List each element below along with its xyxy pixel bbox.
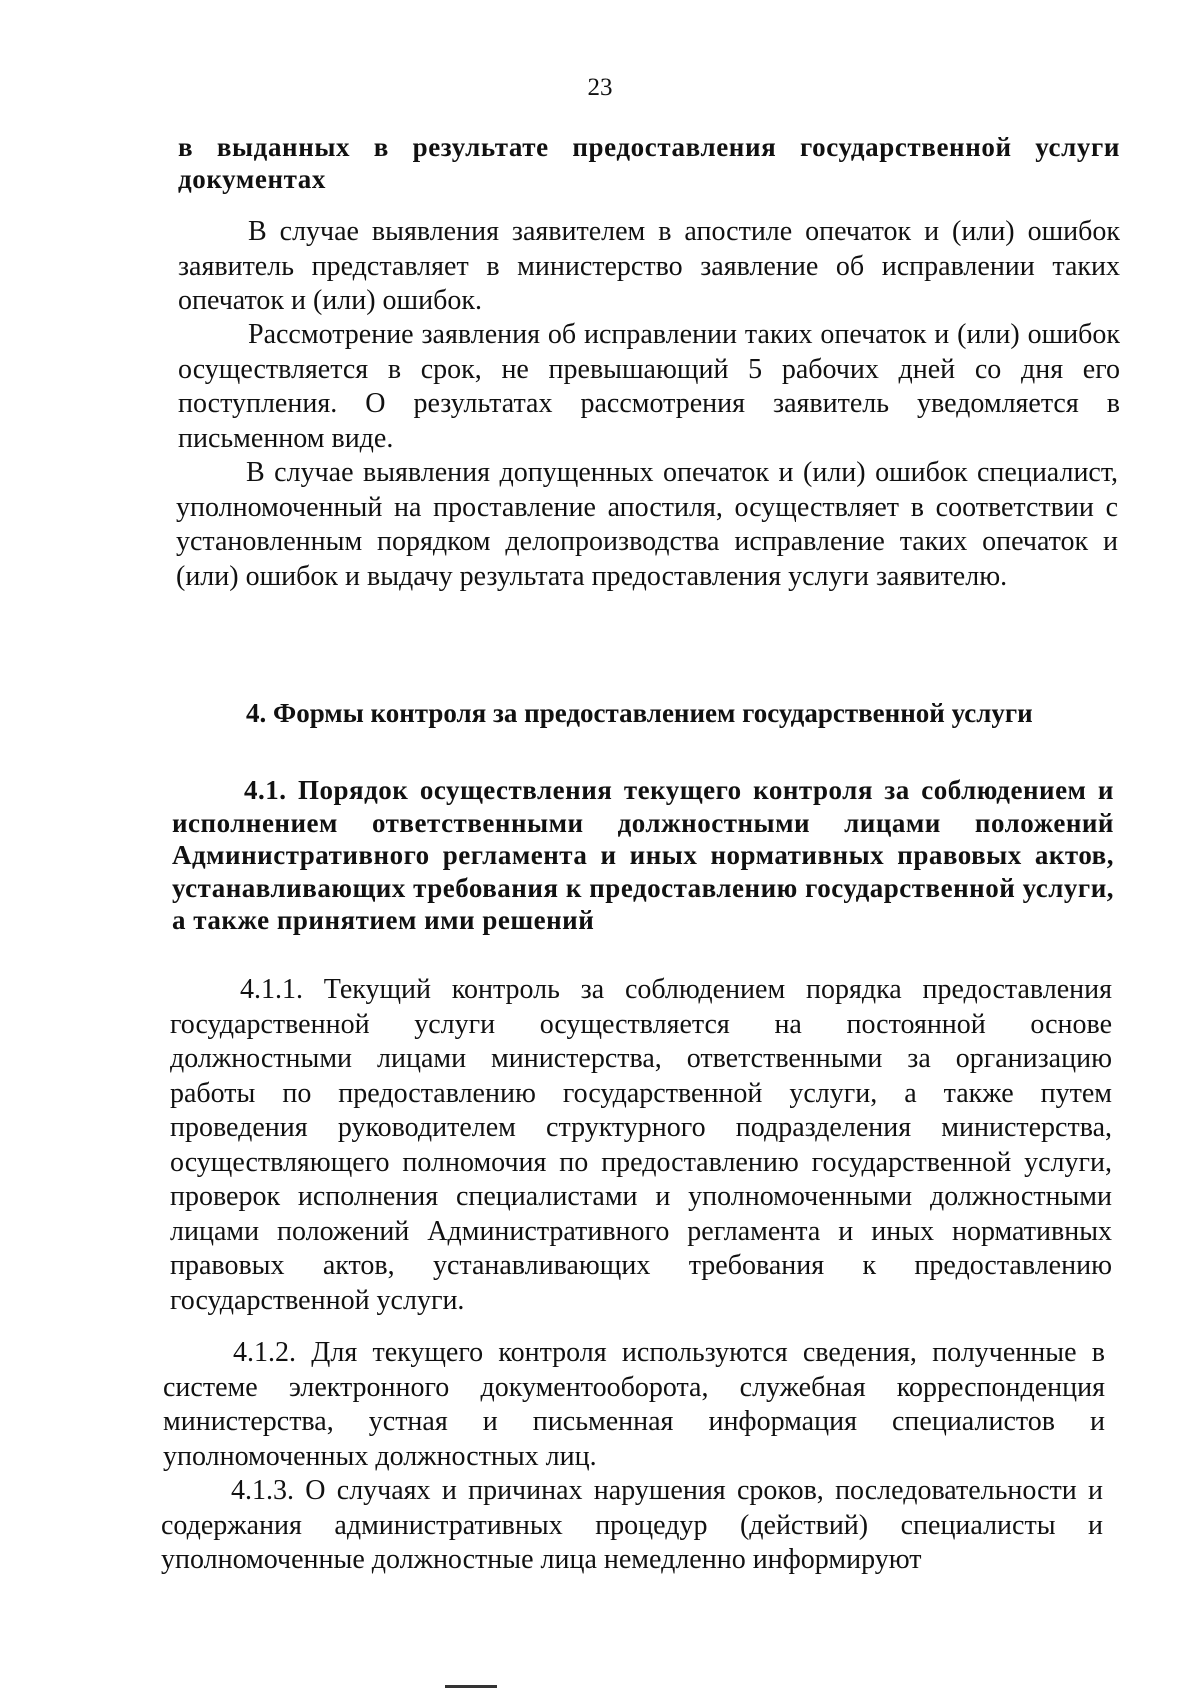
section-title: 4. Формы контроля за предоставлением государственной услуги [246, 698, 1033, 728]
paragraph-4-1-3: 4.1.3. О случаях и причинах нарушения сроков, последовательности и содержания административных процедур (действий) специалисты и уполномоченные должностные лица немедленно информируют [161, 1475, 1103, 1575]
subsection-title: 4.1. Порядок осуществления текущего контроля за соблюдением и исполнением ответственными должностными лицами положений Административного регламента и иных нормативных правовых актов, устанавливающих требования к предоставлению государственной услуги, а также принятием ими решений [172, 775, 1114, 935]
paragraph-4-1-1: 4.1.1. Текущий контроль за соблюдением порядка предоставления государственной услуги осуществляется на постоянной основе должностными лицами министерства, ответственными за организацию работы по предоставлению государственной услуги, а также путем проведения руководителем структурного подразделения министерства, осуществляющего полномочия по предоставлению государственной услуги, проверок исполнения специалистами и уполномоченными должностными лицами положений Административного регламента и иных нормативных правовых актов, устанавливающих требования к предоставлению государственной услуги. [170, 974, 1112, 1316]
scan-artifact-mark [445, 1685, 497, 1688]
heading-continuation: в выданных в результате предоставления государственной услуги документах [178, 132, 1120, 194]
paragraph-4-1-2: 4.1.2. Для текущего контроля используются сведения, полученные в системе электронного документооборота, служебная корреспонденция министерства, устная и письменная информация специалистов и уполномоченных должностных лиц. [163, 1337, 1105, 1472]
page-number: 23 [587, 74, 613, 101]
paragraph-review-term: Рассмотрение заявления об исправлении таких опечаток и (или) ошибок осуществляется в срок, не превышающий 5 рабочих дней со дня его поступления. О результатах рассмотрения заявитель уведомляется в письменном виде. [178, 319, 1120, 454]
paragraph-typo-detection: В случае выявления заявителем в апостиле опечаток и (или) ошибок заявитель представляет в министерство заявление об исправлении таких опечаток и (или) ошибок. [178, 216, 1120, 316]
paragraph-correction: В случае выявления допущенных опечаток и (или) ошибок специалист, уполномоченный на проставление апостиля, осуществляет в соответствии с установленным порядком делопроизводства исправление таких опечаток и (или) ошибок и выдачу результата предоставления услуги заявителю. [176, 457, 1118, 592]
